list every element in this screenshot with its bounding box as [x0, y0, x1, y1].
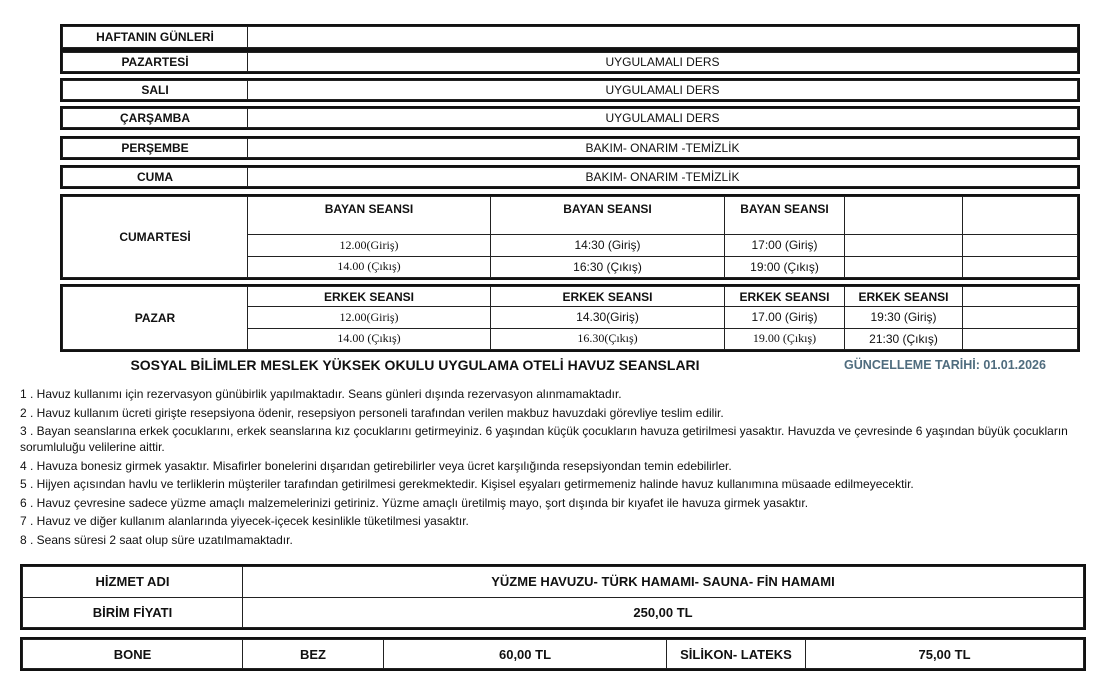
- page-title: SOSYAL BİLİMLER MESLEK YÜKSEK OKULU UYGULAMA OTELİ HAVUZ SEANSLARI: [130, 357, 700, 373]
- saturday-day-name: CUMARTESİ: [63, 197, 248, 278]
- cap-label: BONE: [23, 640, 243, 669]
- session-name: BAYAN SEANSI: [491, 197, 725, 235]
- sunday-day-name: PAZAR: [63, 287, 248, 350]
- session-exit: 14.00 (Çıkış): [248, 256, 491, 278]
- session-name: ERKEK SEANSI: [248, 287, 491, 307]
- weekday-row-wednesday: [60, 106, 1080, 130]
- session-name: ERKEK SEANSI: [491, 287, 725, 307]
- session-name: ERKEK SEANSI: [845, 287, 963, 307]
- day-activity: BAKIM- ONARIM -TEMİZLİK: [248, 139, 1078, 158]
- session-name: BAYAN SEANSI: [725, 197, 845, 235]
- day-activity: UYGULAMALI DERS: [248, 109, 1078, 128]
- empty-cell: [845, 235, 963, 257]
- session-entry: 14:30 (Giriş): [491, 235, 725, 257]
- service-label: HİZMET ADI: [23, 567, 243, 598]
- empty-cell: [963, 328, 1078, 349]
- cap-material: BEZ: [243, 640, 384, 669]
- session-name: ERKEK SEANSI: [725, 287, 845, 307]
- weekday-row-friday: [60, 165, 1080, 189]
- empty-cell: [963, 307, 1078, 328]
- day-name: CUMA: [63, 168, 248, 187]
- empty-cell: [963, 235, 1078, 257]
- session-entry: 12.00(Giriş): [248, 235, 491, 257]
- rule-item: 4 . Havuza bonesiz girmek yasaktır. Misafirler bonelerini dışarıdan getirebilirler veya ücret karşılığında resepsiyondan temin edebilirler.: [20, 458, 732, 473]
- session-entry: 17:00 (Giriş): [725, 235, 845, 257]
- rule-item: 5 . Hijyen açısından havlu ve terliklerin müşteriler tarafından getirilmesi gerekmektedir. Kişisel eşyaları getirmemeniz halinde havuz kullanımına müsaade edilmeyecektir.: [20, 477, 914, 491]
- rule-item: 8 . Seans süresi 2 saat olup süre uzatılmamaktadır.: [20, 532, 293, 547]
- session-name: BAYAN SEANSI: [248, 197, 491, 235]
- day-name: PAZARTESİ: [63, 53, 248, 72]
- days-header: HAFTANIN GÜNLERİ: [63, 27, 248, 48]
- session-exit: 19.00 (Çıkış): [725, 328, 845, 349]
- update-date: GÜNCELLEME TARİHİ: 01.01.2026: [844, 358, 1046, 372]
- day-name: SALI: [63, 81, 248, 100]
- service-value: YÜZME HAVUZU- TÜRK HAMAMI- SAUNA- FİN HAMAMI: [243, 567, 1084, 598]
- day-activity: UYGULAMALI DERS: [248, 53, 1078, 72]
- empty-cell: [845, 256, 963, 278]
- session-exit: 21:30 (Çıkış): [845, 328, 963, 349]
- weekday-row-thursday: [60, 136, 1080, 160]
- empty-cell: [845, 197, 963, 235]
- saturday-block: [60, 194, 1080, 280]
- weekday-row-tuesday: [60, 78, 1080, 102]
- empty-cell: [963, 197, 1078, 235]
- cap-price: 60,00 TL: [384, 640, 667, 669]
- session-entry: 19:30 (Giriş): [845, 307, 963, 328]
- session-entry: 17.00 (Giriş): [725, 307, 845, 328]
- session-exit: 16:30 (Çıkış): [491, 256, 725, 278]
- session-entry: 12.00(Giriş): [248, 307, 491, 328]
- day-name: PERŞEMBE: [63, 139, 248, 158]
- rule-item: 7 . Havuz ve diğer kullanım alanlarında yiyecek-içecek kesinlikle tüketilmesi yasaktır.: [20, 514, 469, 528]
- session-exit: 19:00 (Çıkış): [725, 256, 845, 278]
- session-exit: 16.30(Çıkış): [491, 328, 725, 349]
- rule-item: 3 . Bayan seanslarına erkek çocuklarını, erkek seanslarına kız çocuklarını getirmeyiniz. 6 yaşından küçük çocukların havuza getirilmesi yasaktır. Havuzda ve çevresinde 6 yaşından büyük çocukların sorumluluğu velilerine aittir.: [20, 424, 1068, 454]
- empty-cell: [963, 256, 1078, 278]
- session-exit: 14.00 (Çıkış): [248, 328, 491, 349]
- pricing-table: [20, 564, 1086, 630]
- day-activity: BAKIM- ONARIM -TEMİZLİK: [248, 168, 1078, 187]
- empty-cell: [963, 287, 1078, 307]
- unit-price-value: 250,00 TL: [243, 597, 1084, 628]
- rules-list: [20, 386, 1090, 550]
- cap-material: SİLİKON- LATEKS: [667, 640, 806, 669]
- header-row: [60, 24, 1080, 50]
- weekday-row-monday: [60, 50, 1080, 74]
- day-activity: UYGULAMALI DERS: [248, 81, 1078, 100]
- rule-item: 1 . Havuz kullanımı için rezervasyon günübirlik yapılmaktadır. Seans günleri dışında rezervasyon alınmamaktadır.: [20, 387, 622, 401]
- day-name: ÇARŞAMBA: [63, 109, 248, 128]
- rule-item: 2 . Havuz kullanım ücreti girişte resepsiyona ödenir, resepsiyon personeli tarafından verilen makbuz havuzdaki görevliye teslim edilir.: [20, 405, 724, 420]
- cap-price: 75,00 TL: [806, 640, 1084, 669]
- unit-price-label: BİRİM FİYATI: [23, 597, 243, 628]
- days-header-empty: [248, 27, 1078, 48]
- sunday-block: [60, 284, 1080, 352]
- session-entry: 14.30(Giriş): [491, 307, 725, 328]
- cap-pricing-row: [20, 637, 1086, 671]
- rule-item: 6 . Havuz çevresine sadece yüzme amaçlı malzemelerinizi getiriniz. Yüzme amaçlı üretilmiş mayo, şort dışında bir kıyafet ile havuza girmek yasaktır.: [20, 495, 809, 510]
